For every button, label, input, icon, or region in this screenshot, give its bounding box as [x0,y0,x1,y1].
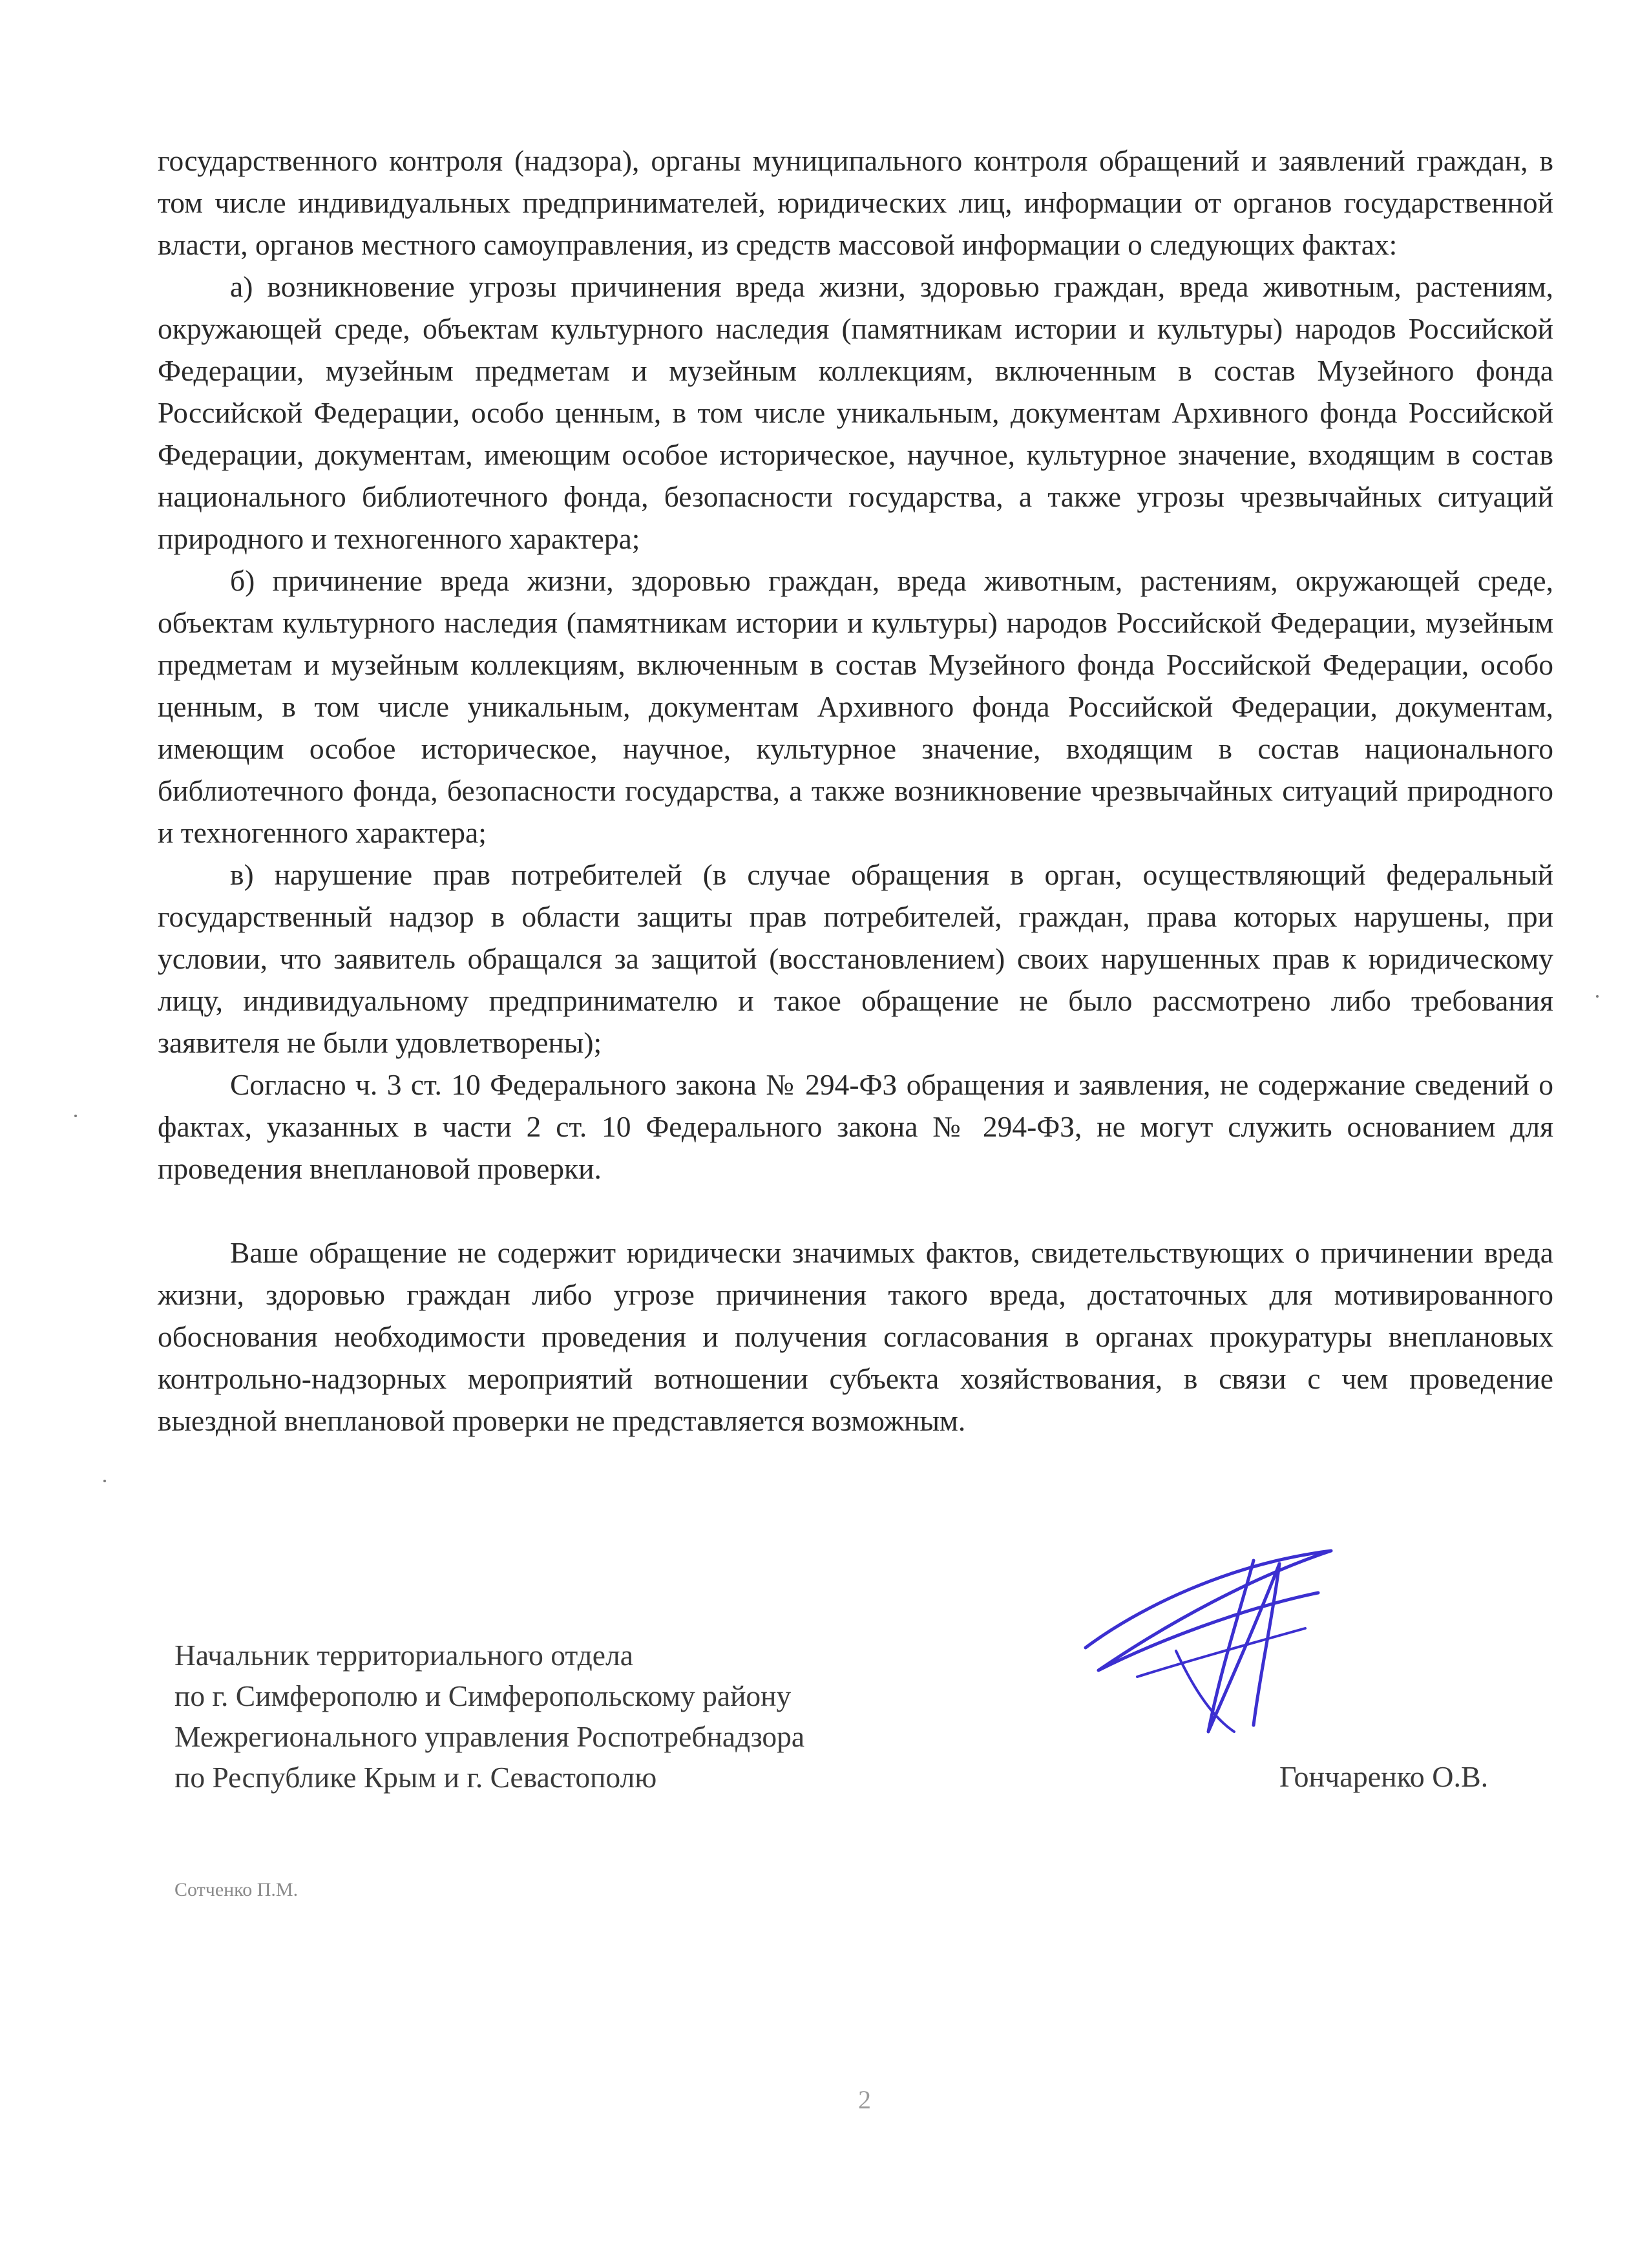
signer-name: Гончаренко О.В. [1279,1760,1489,1793]
signatory-title-line: Начальник территориального отдела [174,1639,633,1672]
body-paragraph-intro: государственного контроля (надзора), органы муниципального контроля обращений и заявлений граждан, в том числе индивидуальных предпринимателей, юридических лиц, информации от органов государственной власти, органов местного самоуправления, из средств массовой информации о следующих фактах: [158,144,1553,261]
body-paragraph-item-a: а) возникновение угрозы причинения вреда жизни, здоровью граждан, вреда животным, растениям, окружающей среде, объектам культурного наследия (памятникам истории и культуры) народов Российской Федерации, музейным предметам и музейным коллекциям, включенным в состав Музейного фонда Российской Федерации, особо ценным, в том числе уникальным, документам Архивного фонда Российской Федерации, документам, имеющим особое историческое, научное, культурное значение, входящим в состав национального библиотечного фонда, безопасности государства, а также угрозы чрезвычайных ситуаций природного и техногенного характера; [158,270,1553,555]
body-paragraph-law-reference: Согласно ч. 3 ст. 10 Федерального закона № 294-ФЗ обращения и заявления, не содержание сведений о фактах, указанных в части 2 ст. 10 Федерального закона № 294-ФЗ, не могут служить основанием для проведения внеплановой проверки. [158,1068,1553,1185]
page-number: 2 [858,2085,871,2114]
body-paragraph-conclusion: Ваше обращение не содержит юридически значимых фактов, свидетельствующих о причинении вреда жизни, здоровью граждан либо угрозе причинения такого вреда, достаточных для мотивированного обоснования необходимости проведения и получения согласования в органах прокуратуры внеплановых контрольно-надзорных мероприятий вотношении субъекта хозяйствования, в связи с чем проведение выездной внеплановой проверки не представляется возможным. [158,1236,1553,1437]
signatory-title-line: Межрегионального управления Роспотребнадзора [174,1720,805,1753]
signatory-title-line: по г. Симферополю и Симферопольскому району [174,1679,792,1712]
scan-speck [74,1115,77,1117]
body-paragraph-item-c: в) нарушение прав потребителей (в случае обращения в орган, осуществляющий федеральный государственный надзор в области защиты прав потребителей, граждан, права которых нарушены, при условии, что заявитель обращался за защитой (восстановлением) своих нарушенных прав к юридическому лицу, индивидуальному предпринимателю и такое обращение не было рассмотрено либо требования заявителя не были удовлетворены); [158,858,1553,1059]
body-paragraph-item-b: б) причинение вреда жизни, здоровью граждан, вреда животным, растениям, окружающей среде, объектам культурного наследия (памятникам истории и культуры) народов Российской Федерации, музейным предметам и музейным коллекциям, включенным в состав Музейного фонда Российской Федерации, особо ценным, в том числе уникальным, документам Архивного фонда Российской Федерации, документам, имеющим особое историческое, научное, культурное значение, входящим в состав национального библиотечного фонда, безопасности государства, а также возникновение чрезвычайных ситуаций природного и техногенного характера; [158,564,1553,849]
scan-speck [1596,995,1599,998]
letter-body [158,140,1553,1442]
signatory-title-line: по Республике Крым и г. Севастополю [174,1761,657,1794]
executor-name: Сотченко П.М. [174,1879,299,1900]
scan-speck [103,1480,106,1482]
signatory-title-block [174,1635,1047,1798]
handwritten-signature [1060,1538,1357,1745]
